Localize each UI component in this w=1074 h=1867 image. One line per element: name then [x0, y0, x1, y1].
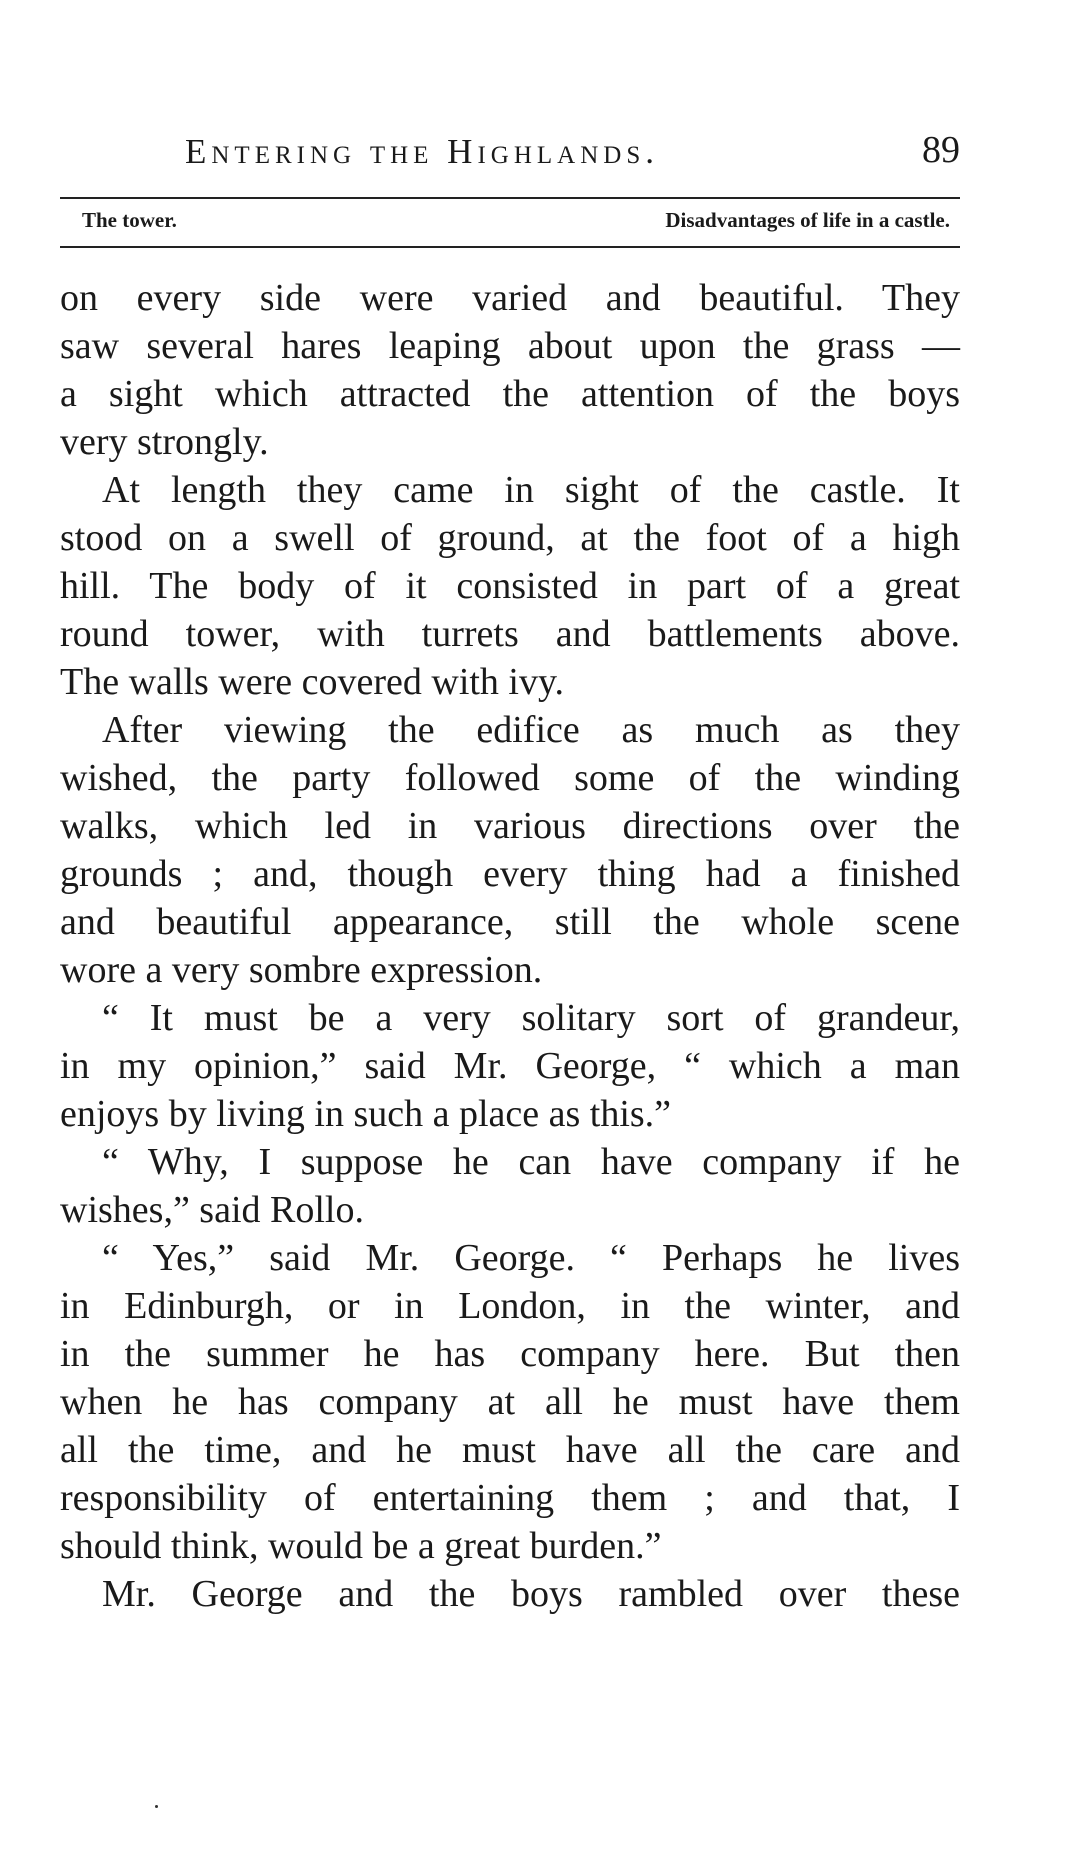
text-line: After viewing the edifice as much as they	[102, 709, 960, 751]
text-line: grounds ; and, though every thing had a finished	[60, 853, 960, 895]
text-line: on every side were varied and beautiful. They	[60, 277, 960, 319]
body-text	[60, 274, 960, 1618]
text-line: stood on a swell of ground, at the foot of a high	[60, 517, 960, 559]
running-head	[60, 128, 960, 178]
text-line: Mr. George and the boys rambled over these	[102, 1573, 960, 1615]
text-line: “ Yes,” said Mr. George. “ Perhaps he lives	[102, 1237, 960, 1279]
text-line: saw several hares leaping about upon the grass —	[60, 325, 960, 367]
text-line: in the summer he has company here. But then	[60, 1333, 960, 1375]
text-line: a sight which attracted the attention of the boys	[60, 373, 960, 415]
text-line: when he has company at all he must have them	[60, 1381, 960, 1423]
text-line: wished, the party followed some of the winding	[60, 757, 960, 799]
text-line: “ It must be a very solitary sort of grandeur,	[102, 997, 960, 1039]
text-line: in my opinion,” said Mr. George, “ which a man	[60, 1045, 960, 1087]
text-line: walks, which led in various directions over the	[60, 805, 960, 847]
page-number: 89	[922, 129, 960, 171]
text-line: At length they came in sight of the castle. It	[102, 469, 960, 511]
text-line: should think, would be a great burden.”	[60, 1525, 662, 1567]
text-line: “ Why, I suppose he can have company if he	[102, 1141, 960, 1183]
header-rule-top	[60, 197, 960, 199]
text-line: all the time, and he must have all the care and	[60, 1429, 960, 1471]
text-line: hill. The body of it consisted in part of a great	[60, 565, 960, 607]
text-line: very strongly.	[60, 421, 269, 463]
side-notes	[60, 208, 960, 238]
side-note-left: The tower.	[82, 208, 177, 232]
print-speck	[155, 1805, 158, 1808]
text-line: in Edinburgh, or in London, in the winter, and	[60, 1285, 960, 1327]
side-note-right: Disadvantages of life in a castle.	[665, 208, 950, 232]
running-title: Entering the Highlands.	[185, 132, 659, 171]
text-line: and beautiful appearance, still the whole scene	[60, 901, 960, 943]
text-line: round tower, with turrets and battlements above.	[60, 613, 960, 655]
header-rule-bottom	[60, 246, 960, 248]
text-line: responsibility of entertaining them ; and that, I	[60, 1477, 960, 1519]
text-line: enjoys by living in such a place as this.”	[60, 1093, 672, 1135]
text-line: wore a very sombre expression.	[60, 949, 543, 991]
text-line: wishes,” said Rollo.	[60, 1189, 364, 1231]
text-line: The walls were covered with ivy.	[60, 661, 565, 703]
